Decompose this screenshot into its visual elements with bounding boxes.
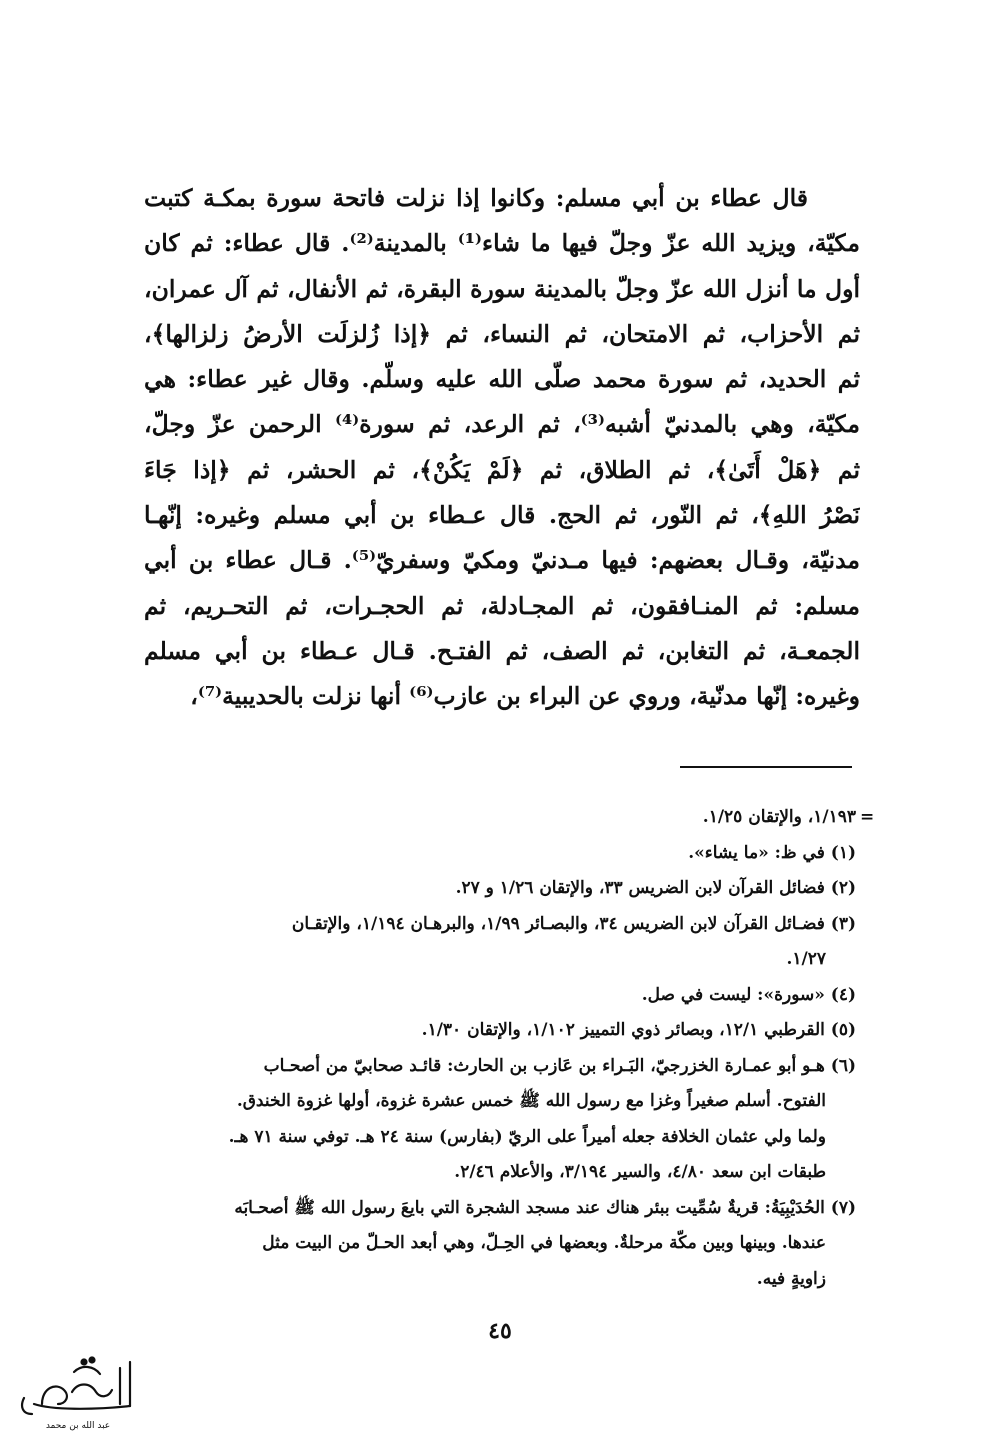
footnote-line: (٥) القرطبي ١٢/١، وبصائر ذوي التمييز ١/١٠٢، والإتقان ١/٣٠.: [421, 1020, 856, 1040]
main-text-line: ثم ﴿هَلْ أَتَىٰ﴾، ثم الطلاق، ثم ﴿لَمْ يَكُنْ﴾، ثم الحشر، ثم ﴿إذا جَاءَ: [144, 455, 860, 484]
main-text-line: مكيّة، ويزيد الله عزّ وجلّ فيها ما شاء⁽¹⁾ بالمدينة⁽²⁾. قال عطاء: ثم كان: [144, 229, 860, 258]
main-text-line: ثم الحديد، ثم سورة محمد صلّى الله عليه وسلّم. وقال غير عطاء: هي: [144, 365, 860, 394]
footnote-line: (٦) هـو أبو عمـارة الخزرجيّ، البَـراء بن عَازب بن الحارث: قائـد صحابيّ من أصحـاب: [263, 1055, 856, 1076]
footnote-line: عندها. وبينها وبين مكّة مرحلةٌ. وبعضها في الحِـلّ، وهي أبعد الحـلّ من البيت مثل: [262, 1233, 826, 1253]
main-text-line: ثم الأحزاب، ثم الامتحان، ثم النساء، ثم ﴿إذا زُلزلَت الأرضُ زلزالها﴾،: [144, 319, 860, 348]
footnote-line: الفتوح. أسلم صغيراً وغزا مع رسول الله ﷺ خمس عشرة غزوة، أولها غزوة الخندق.: [236, 1091, 826, 1111]
main-text-block: [144, 176, 860, 720]
footnote-line: (٧) الحُدَيْبِيَةُ: قريةٌ سُمِّيت ببئر هناك عند مسجد الشجرة التي بايعَ رسول الله ﷺ أصحـابَه: [234, 1197, 856, 1218]
footnotes-block: [150, 800, 856, 1297]
footnote-line: (٤) «سورة»: ليست في صل.: [641, 984, 856, 1005]
footnote-line: ١/٢٧.: [786, 949, 826, 969]
footnote-line: (٣) فضـائل القرآن لابن الضريس ٣٤، والبصـائر ١/٩٩، والبرهـان ١/١٩٤، والإتقـان: [291, 913, 856, 934]
footnote-line: ولما ولي عثمان الخلافة جعله أميراً على الريّ (بفارس) سنة ٢٤ هـ. توفي سنة ٧١ هـ.: [228, 1126, 826, 1147]
footnote-line: (٢) فضائل القرآن لابن الضريس ٣٣، والإتقان ١/٢٦ و ٢٧.: [455, 878, 856, 898]
stamp-subtext: عبد الله بن محمد: [45, 1421, 111, 1431]
footnote-separator-rule: [680, 766, 852, 768]
main-text-line: الجمعـة، ثم التغابن، ثم الصف، ثم الفتـح. قـال عـطاء بن أبي مسلم: [144, 636, 860, 665]
library-stamp-logo: [12, 1348, 144, 1434]
main-text-line: مسلم: ثم المنـافقون، ثم المجـادلة، ثم الحجـرات، ثم التحـريم، ثم: [144, 591, 860, 620]
footnote-continuation-mark: =: [860, 807, 875, 827]
main-text-line: مكيّة، وهي بالمدنيّ أشبه⁽³⁾، ثم الرعد، ثم سورة⁽⁴⁾ الرحمن عزّ وجلّ،: [144, 410, 860, 439]
main-text-line: أول ما أنزل الله عزّ وجلّ بالمدينة سورة البقرة، ثم الأنفال، ثم آل عمران،: [144, 274, 860, 303]
page-number: ٤٥: [488, 1318, 512, 1344]
footnote-line: (١) في ظ: «ما يشاء».: [688, 842, 856, 863]
footnote-line: زاويةٍ فيه.: [756, 1268, 826, 1289]
main-text-line: مدنيّة، وقـال بعضهم: فيها مـدنيّ ومكيّ وسفريّ⁽⁵⁾. قـال عطاء بن أبي: [144, 546, 860, 575]
main-text-line: قال عطاء بن أبي مسلم: وكانوا إذا نزلت فاتحة سورة بمكـة كتبت: [144, 184, 808, 212]
main-text-line: نَصْرُ اللهِ﴾، ثم النّور، ثم الحج. قال عـطاء بن أبي مسلم وغيره: إنّهـا: [144, 501, 860, 530]
footnote-line: طبقات ابن سعد ٤/٨٠، والسير ٣/١٩٤، والأعلام ٢/٤٦.: [454, 1162, 826, 1182]
footnote-line: ١/١٩٣، والإتقان ١/٢٥.: [702, 807, 856, 827]
main-text-line: وغيره: إنّها مدنّية، وروي عن البراء بن عازب⁽⁶⁾ أنها نزلت بالحديبية⁽⁷⁾،: [190, 682, 860, 711]
